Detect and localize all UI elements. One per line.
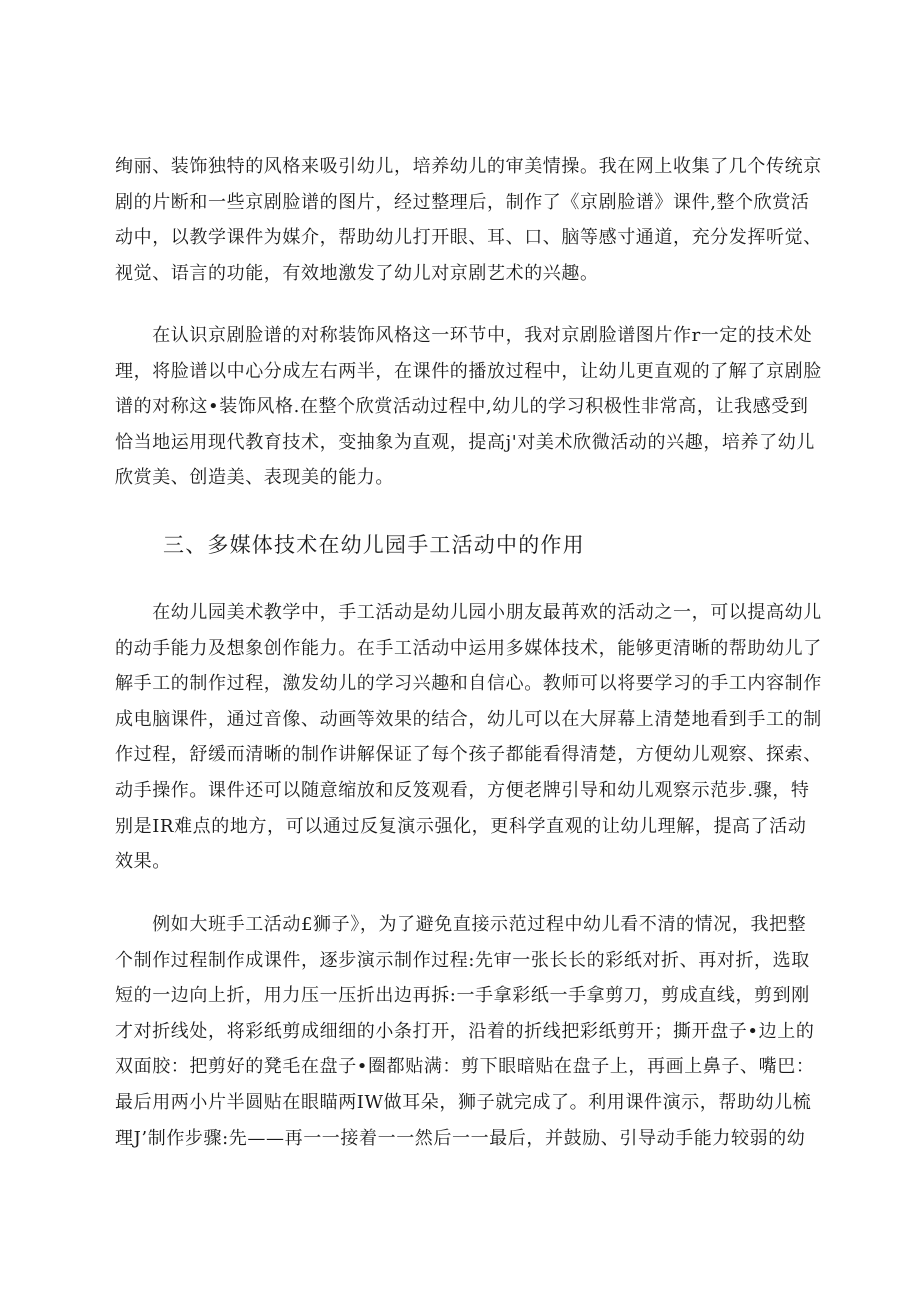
paragraph-line: 解手工的制作过程，激发幼儿的学习兴趣和自信心。教师可以将要学习的手工内容制作 [115,673,822,695]
paragraph-4 [115,907,815,1156]
paragraph-line: 绚丽、装饰独特的风格来吸引幼儿，培养幼儿的审美情操。我在网上收集了几个传统京 [115,156,822,177]
paragraph-line: 恰当地运用现代教育技术，变抽象为直观，提高j'对美术欣微活动的兴趣，培养了幼儿 [115,431,815,453]
paragraph-line: 短的一边向上折，用力压一压折出边再拆:一手拿彩纸一手拿剪刀，剪成直线，剪到刚 [115,985,810,1007]
paragraph-line: 才对折线处，将彩纸剪成细细的小条打开，沿着的折线把彩纸剪开；撕开盘子•边上的 [115,1020,815,1042]
section-heading: 三、多媒体技术在幼儿园手工活动中的作用 [163,533,585,557]
paragraph-line: 在幼儿园美术教学中，手工活动是幼儿园小朋友最苒欢的活动之一，可以提高幼儿 [115,602,822,623]
paragraph-line: 欣赏美、创造美、表现美的能力。 [115,467,394,489]
paragraph-line: 谱的对称这•装饰风格.在整个欣赏活动过程中,幼儿的学习积极性非常高，让我感受到 [115,396,809,418]
paragraph-line: 最后用两小片半圆贴在眼瞄两IW做耳朵，狮子就完成了。利用课件演示，帮助幼儿梳 [115,1091,812,1113]
paragraph-line: 在认识京剧脸谱的对称装饰风格这一环节中，我对京剧脸谱图片作r一定的技术处 [115,325,813,346]
paragraph-3 [115,595,822,880]
paragraph-line: 的动手能力及想象创作能力。在手工活动中运用多媒体技术，能够更清晰的帮助幼儿了 [115,637,822,659]
paragraph-line: 视觉、语言的功能，有效地激发了幼儿对京剧艺术的兴趣。 [115,262,599,284]
paragraph-line: 效果。 [115,851,171,873]
paragraph-line: 个制作过程制作成课件，逐步演示制作过程:先审一张长长的彩纸对折、再对折，选取 [115,949,810,971]
paragraph-line: 动手操作。课件还可以随意缩放和反笈观看，方便老牌引导和幼儿观察示范步.骤，特 [115,779,810,801]
paragraph-line: 成电脑课件，通过音像、动画等效果的结合，幼儿可以在大屏幕上清楚地看到手工的制 [115,708,822,730]
paragraph-line: 理J’制作步骤:先——再一一接着一一然后一一最后，并鼓励、引导动手能力较弱的幼 [115,1127,806,1149]
paragraph-line: 动中，以教学课件为媒介，帮助幼儿打开眼、耳、口、脑等感寸通道，充分发挥听觉、 [115,227,822,249]
paragraph-line: 理，将脸谱以中心分成左右两半，在课件的播放过程中，让幼儿更直观的了解了京剧脸 [115,360,822,382]
paragraph-1 [115,149,822,291]
paragraph-line: 别是IR难点的地方，可以通过反复演示强化，更科学直观的让幼儿理解，提高了活动 [115,815,807,837]
paragraph-line: 剧的片断和一些京剧脸谱的图片，经过整理后，制作了《京剧脸谱》课件,整个欣赏活 [115,191,810,213]
paragraph-2 [115,318,822,496]
paragraph-line: 例如大班手工活动£狮子》，为了避免直接示范过程中幼儿看不清的情况，我把整 [115,914,807,935]
paragraph-line: 作过程，舒缓而清晰的制作讲解保证了每个孩子都能看得清楚，方便幼儿观察、探索、 [115,744,822,766]
paragraph-line: 双面胶：把剪好的凳毛在盘子•圈都贴满：剪下眼暗贴在盘子上，再画上鼻子、嘴巴： [115,1056,815,1078]
